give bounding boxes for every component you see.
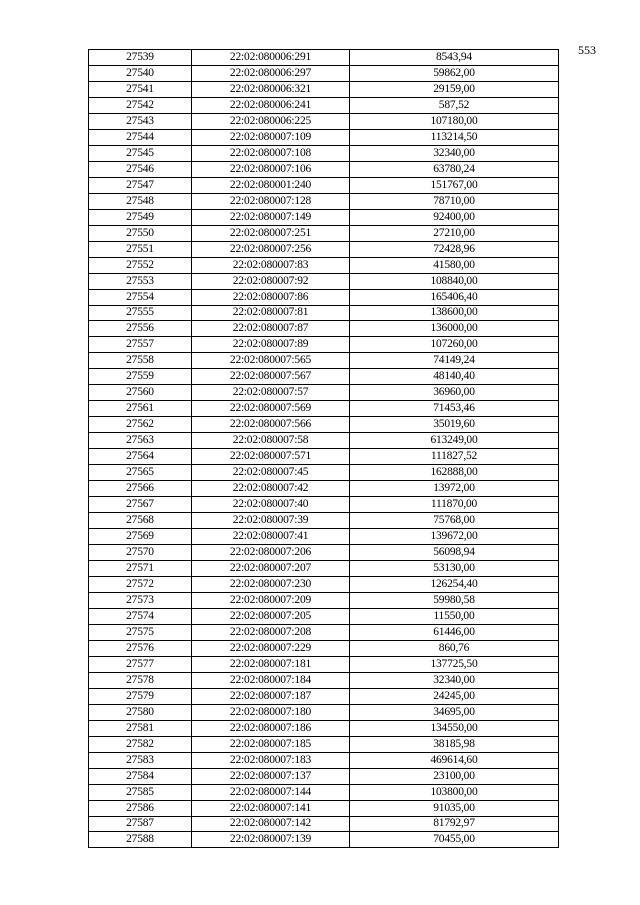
row-number-cell: 27586 (89, 800, 192, 816)
cadastral-number-cell: 22:02:080007:566 (192, 417, 350, 433)
value-cell: 613249,00 (350, 433, 559, 449)
table-row (89, 321, 559, 337)
row-number-cell: 27583 (89, 752, 192, 768)
row-number-cell: 27584 (89, 768, 192, 784)
value-cell: 107260,00 (350, 337, 559, 353)
cadastral-number-cell: 22:02:080007:206 (192, 545, 350, 561)
value-cell: 860,76 (350, 640, 559, 656)
cadastral-number-cell: 22:02:080007:565 (192, 353, 350, 369)
row-number-cell: 27588 (89, 832, 192, 848)
table-row (89, 576, 559, 592)
value-cell: 27210,00 (350, 225, 559, 241)
row-number-cell: 27557 (89, 337, 192, 353)
cadastral-number-cell: 22:02:080007:141 (192, 800, 350, 816)
cadastral-number-cell: 22:02:080001:240 (192, 177, 350, 193)
row-number-cell: 27544 (89, 129, 192, 145)
table-row (89, 257, 559, 273)
value-cell: 24245,00 (350, 688, 559, 704)
cadastral-number-cell: 22:02:080007:144 (192, 784, 350, 800)
value-cell: 81792,97 (350, 816, 559, 832)
value-cell: 74149,24 (350, 353, 559, 369)
cadastral-number-cell: 22:02:080006:321 (192, 81, 350, 97)
value-cell: 113214,50 (350, 129, 559, 145)
row-number-cell: 27574 (89, 608, 192, 624)
table-row (89, 97, 559, 113)
row-number-cell: 27540 (89, 65, 192, 81)
table-row (89, 497, 559, 513)
cadastral-number-cell: 22:02:080007:571 (192, 449, 350, 465)
cadastral-number-cell: 22:02:080007:106 (192, 161, 350, 177)
table-row (89, 736, 559, 752)
table-row (89, 129, 559, 145)
value-cell: 138600,00 (350, 305, 559, 321)
row-number-cell: 27564 (89, 449, 192, 465)
cadastral-number-cell: 22:02:080007:58 (192, 433, 350, 449)
value-cell: 111870,00 (350, 497, 559, 513)
table-row (89, 768, 559, 784)
row-number-cell: 27576 (89, 640, 192, 656)
value-cell: 41580,00 (350, 257, 559, 273)
table-row (89, 305, 559, 321)
row-number-cell: 27541 (89, 81, 192, 97)
table-row (89, 752, 559, 768)
row-number-cell: 27572 (89, 576, 192, 592)
cadastral-number-cell: 22:02:080007:187 (192, 688, 350, 704)
row-number-cell: 27565 (89, 465, 192, 481)
value-cell: 34695,00 (350, 704, 559, 720)
table-row (89, 50, 559, 66)
cadastral-number-cell: 22:02:080007:108 (192, 145, 350, 161)
row-number-cell: 27587 (89, 816, 192, 832)
value-cell: 13972,00 (350, 481, 559, 497)
value-cell: 111827,52 (350, 449, 559, 465)
table-row (89, 113, 559, 129)
table-row (89, 145, 559, 161)
table-row (89, 672, 559, 688)
row-number-cell: 27555 (89, 305, 192, 321)
cadastral-number-cell: 22:02:080007:208 (192, 624, 350, 640)
value-cell: 91035,00 (350, 800, 559, 816)
table-row (89, 465, 559, 481)
value-cell: 75768,00 (350, 513, 559, 529)
table-row (89, 688, 559, 704)
value-cell: 61446,00 (350, 624, 559, 640)
table-row (89, 832, 559, 848)
row-number-cell: 27567 (89, 497, 192, 513)
cadastral-number-cell: 22:02:080007:45 (192, 465, 350, 481)
table-row (89, 289, 559, 305)
page-number: 553 (578, 43, 596, 57)
cadastral-number-cell: 22:02:080007:209 (192, 592, 350, 608)
cadastral-number-cell: 22:02:080007:185 (192, 736, 350, 752)
value-cell: 71453,46 (350, 401, 559, 417)
cadastral-number-cell: 22:02:080007:205 (192, 608, 350, 624)
cadastral-number-cell: 22:02:080006:241 (192, 97, 350, 113)
table-row (89, 561, 559, 577)
table-row (89, 273, 559, 289)
value-cell: 36960,00 (350, 385, 559, 401)
table-row (89, 529, 559, 545)
cadastral-number-cell: 22:02:080007:92 (192, 273, 350, 289)
row-number-cell: 27578 (89, 672, 192, 688)
row-number-cell: 27573 (89, 592, 192, 608)
row-number-cell: 27582 (89, 736, 192, 752)
row-number-cell: 27571 (89, 561, 192, 577)
cadastral-number-cell: 22:02:080007:40 (192, 497, 350, 513)
row-number-cell: 27546 (89, 161, 192, 177)
cadastral-number-cell: 22:02:080007:109 (192, 129, 350, 145)
table-row (89, 433, 559, 449)
row-number-cell: 27543 (89, 113, 192, 129)
value-cell: 38185,98 (350, 736, 559, 752)
cadastral-number-cell: 22:02:080007:567 (192, 369, 350, 385)
cadastral-number-cell: 22:02:080007:230 (192, 576, 350, 592)
cadastral-number-cell: 22:02:080006:297 (192, 65, 350, 81)
value-cell: 136000,00 (350, 321, 559, 337)
value-cell: 126254,40 (350, 576, 559, 592)
table-row (89, 353, 559, 369)
value-cell: 35019,60 (350, 417, 559, 433)
table-row (89, 241, 559, 257)
value-cell: 23100,00 (350, 768, 559, 784)
cadastral-number-cell: 22:02:080007:83 (192, 257, 350, 273)
table-row (89, 816, 559, 832)
value-cell: 469614,60 (350, 752, 559, 768)
table-row (89, 656, 559, 672)
cadastral-number-cell: 22:02:080007:137 (192, 768, 350, 784)
row-number-cell: 27560 (89, 385, 192, 401)
cadastral-number-cell: 22:02:080007:139 (192, 832, 350, 848)
value-cell: 108840,00 (350, 273, 559, 289)
row-number-cell: 27556 (89, 321, 192, 337)
table-body (89, 50, 559, 848)
row-number-cell: 27570 (89, 545, 192, 561)
cadastral-number-cell: 22:02:080007:57 (192, 385, 350, 401)
table-row (89, 385, 559, 401)
table-row (89, 784, 559, 800)
cadastral-number-cell: 22:02:080007:86 (192, 289, 350, 305)
row-number-cell: 27547 (89, 177, 192, 193)
table-row (89, 592, 559, 608)
table-row (89, 161, 559, 177)
cadastral-number-cell: 22:02:080007:142 (192, 816, 350, 832)
row-number-cell: 27562 (89, 417, 192, 433)
cadastral-number-cell: 22:02:080007:256 (192, 241, 350, 257)
value-cell: 78710,00 (350, 193, 559, 209)
value-cell: 139672,00 (350, 529, 559, 545)
row-number-cell: 27580 (89, 704, 192, 720)
table-row (89, 177, 559, 193)
value-cell: 53130,00 (350, 561, 559, 577)
row-number-cell: 27558 (89, 353, 192, 369)
cadastral-number-cell: 22:02:080007:41 (192, 529, 350, 545)
value-cell: 107180,00 (350, 113, 559, 129)
row-number-cell: 27559 (89, 369, 192, 385)
table-row (89, 608, 559, 624)
table-row (89, 65, 559, 81)
value-cell: 8543,94 (350, 50, 559, 66)
row-number-cell: 27561 (89, 401, 192, 417)
cadastral-number-cell: 22:02:080007:149 (192, 209, 350, 225)
value-cell: 72428,96 (350, 241, 559, 257)
row-number-cell: 27577 (89, 656, 192, 672)
row-number-cell: 27542 (89, 97, 192, 113)
value-cell: 59862,00 (350, 65, 559, 81)
table-row (89, 624, 559, 640)
table-row (89, 193, 559, 209)
value-cell: 11550,00 (350, 608, 559, 624)
row-number-cell: 27551 (89, 241, 192, 257)
value-cell: 56098,94 (350, 545, 559, 561)
table-row (89, 401, 559, 417)
table-row (89, 209, 559, 225)
row-number-cell: 27575 (89, 624, 192, 640)
table-row (89, 513, 559, 529)
cadastral-number-cell: 22:02:080007:128 (192, 193, 350, 209)
cadastral-number-cell: 22:02:080007:229 (192, 640, 350, 656)
table-row (89, 449, 559, 465)
value-cell: 32340,00 (350, 672, 559, 688)
cadastral-number-cell: 22:02:080007:181 (192, 656, 350, 672)
table-row (89, 640, 559, 656)
cadastral-number-cell: 22:02:080007:207 (192, 561, 350, 577)
value-cell: 48140,40 (350, 369, 559, 385)
row-number-cell: 27585 (89, 784, 192, 800)
table-row (89, 369, 559, 385)
value-cell: 70455,00 (350, 832, 559, 848)
cadastral-number-cell: 22:02:080007:39 (192, 513, 350, 529)
row-number-cell: 27550 (89, 225, 192, 241)
value-cell: 587,52 (350, 97, 559, 113)
value-cell: 63780,24 (350, 161, 559, 177)
cadastral-number-cell: 22:02:080007:89 (192, 337, 350, 353)
data-table (88, 49, 559, 848)
cadastral-number-cell: 22:02:080007:81 (192, 305, 350, 321)
row-number-cell: 27552 (89, 257, 192, 273)
cadastral-number-cell: 22:02:080007:180 (192, 704, 350, 720)
row-number-cell: 27554 (89, 289, 192, 305)
row-number-cell: 27579 (89, 688, 192, 704)
value-cell: 162888,00 (350, 465, 559, 481)
cadastral-number-cell: 22:02:080007:186 (192, 720, 350, 736)
row-number-cell: 27539 (89, 50, 192, 66)
row-number-cell: 27568 (89, 513, 192, 529)
row-number-cell: 27548 (89, 193, 192, 209)
row-number-cell: 27566 (89, 481, 192, 497)
value-cell: 134550,00 (350, 720, 559, 736)
table-row (89, 225, 559, 241)
table-row (89, 417, 559, 433)
row-number-cell: 27569 (89, 529, 192, 545)
cadastral-number-cell: 22:02:080007:184 (192, 672, 350, 688)
table-row (89, 704, 559, 720)
cadastral-number-cell: 22:02:080006:291 (192, 50, 350, 66)
table-row (89, 720, 559, 736)
row-number-cell: 27549 (89, 209, 192, 225)
cadastral-number-cell: 22:02:080007:42 (192, 481, 350, 497)
value-cell: 92400,00 (350, 209, 559, 225)
cadastral-number-cell: 22:02:080007:569 (192, 401, 350, 417)
value-cell: 151767,00 (350, 177, 559, 193)
cadastral-number-cell: 22:02:080007:183 (192, 752, 350, 768)
value-cell: 165406,40 (350, 289, 559, 305)
row-number-cell: 27581 (89, 720, 192, 736)
value-cell: 59980,58 (350, 592, 559, 608)
table-row (89, 81, 559, 97)
value-cell: 137725,50 (350, 656, 559, 672)
cadastral-number-cell: 22:02:080006:225 (192, 113, 350, 129)
row-number-cell: 27563 (89, 433, 192, 449)
value-cell: 29159,00 (350, 81, 559, 97)
table-row (89, 800, 559, 816)
value-cell: 32340,00 (350, 145, 559, 161)
row-number-cell: 27553 (89, 273, 192, 289)
table-row (89, 481, 559, 497)
cadastral-number-cell: 22:02:080007:251 (192, 225, 350, 241)
table-row (89, 337, 559, 353)
table-row (89, 545, 559, 561)
value-cell: 103800,00 (350, 784, 559, 800)
row-number-cell: 27545 (89, 145, 192, 161)
cadastral-number-cell: 22:02:080007:87 (192, 321, 350, 337)
